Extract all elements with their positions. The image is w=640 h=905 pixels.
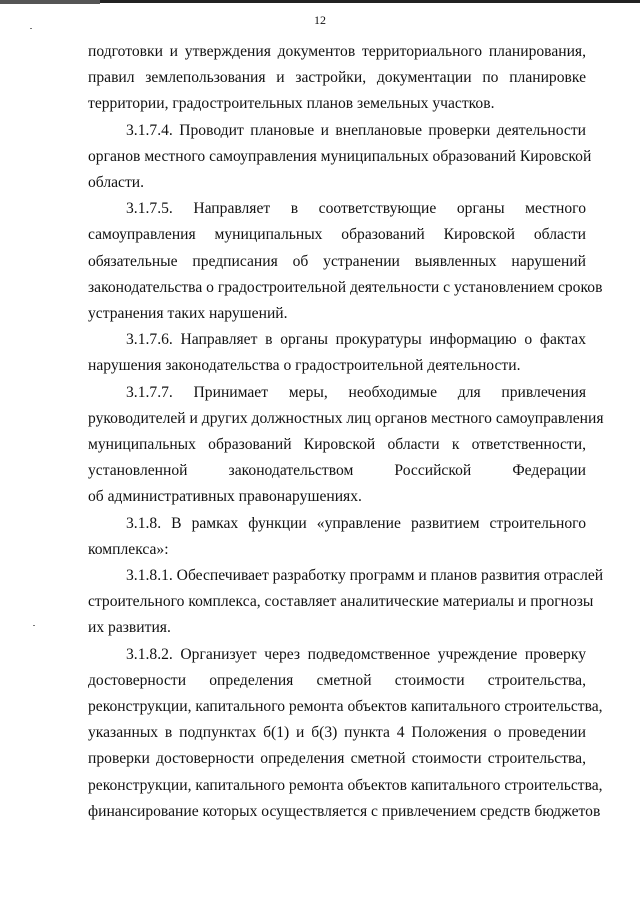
paragraph: [88, 39, 586, 118]
document-body: [88, 39, 604, 825]
text-line: области.: [88, 174, 145, 192]
text-line: муниципальных образований Кировской области к ответственности,: [88, 436, 586, 454]
text-line: территории, градостроительных планов земельных участков.: [88, 95, 495, 113]
text-line: достоверности определения сметной стоимости строительства,: [88, 671, 586, 689]
scan-speck: [33, 625, 35, 626]
page-number: 12: [314, 13, 326, 27]
text-line: самоуправления муниципальных образований Кировской области: [88, 226, 586, 244]
text-line: указанных в подпунктах б(1) и б(3) пункта 4 Положения о проведении: [88, 724, 586, 742]
text-line: 3.1.7.7. Принимает меры, необходимые для привлечения: [126, 383, 586, 401]
paragraph: [88, 118, 592, 197]
text-line: 3.1.7.6. Направляет в органы прокуратуры информацию о фактах: [126, 331, 586, 349]
text-line: реконструкции, капитального ремонта объектов капитального строительства,: [88, 698, 603, 716]
paragraph: [88, 327, 586, 379]
text-line: законодательства о градостроительной деятельности с установлением сроков: [88, 278, 603, 296]
text-line: правил землепользования и застройки, документации по планировке: [88, 69, 586, 87]
paragraph: [88, 563, 604, 642]
text-line: 3.1.7.4. Проводит плановые и внеплановые проверки деятельности: [126, 121, 586, 139]
text-line: об административных правонарушениях.: [88, 488, 362, 506]
paragraph: [88, 196, 603, 327]
text-line: 3.1.7.5. Направляет в соответствующие органы местного: [126, 200, 586, 218]
text-line: органов местного самоуправления муниципальных образований Кировской: [88, 147, 592, 165]
text-line: установленной законодательством Российской Федерации: [88, 462, 586, 480]
text-line: их развития.: [88, 619, 171, 637]
text-line: реконструкции, капитального ремонта объектов капитального строительства,: [88, 776, 603, 794]
text-line: устранения таких нарушений.: [88, 305, 288, 323]
text-line: 3.1.8.2. Организует через подведомственное учреждение проверку: [126, 645, 586, 663]
paragraph: [88, 642, 603, 825]
text-line: нарушения законодательства о градостроительной деятельности.: [88, 357, 521, 375]
text-line: обязательные предписания об устранении выявленных нарушений: [88, 252, 586, 270]
text-line: проверки достоверности определения сметной стоимости строительства,: [88, 750, 586, 768]
text-line: руководителей и других должностных лиц органов местного самоуправления: [88, 409, 604, 427]
text-line: 3.1.8.1. Обеспечивает разработку программ и планов развития отраслей: [126, 567, 604, 585]
text-line: комплекса»:: [88, 540, 169, 558]
scan-top-edge-shadow: [0, 0, 100, 4]
paragraph: [88, 380, 604, 511]
scan-speck: [30, 28, 32, 29]
text-line: подготовки и утверждения документов территориального планирования,: [88, 43, 586, 60]
text-line: 3.1.8. В рамках функции «управление развитием строительного: [126, 514, 586, 532]
paragraph: [88, 511, 586, 563]
text-line: строительного комплекса, составляет аналитические материалы и прогнозы: [88, 593, 594, 611]
text-line: финансирование которых осуществляется с привлечением средств бюджетов: [88, 802, 601, 820]
